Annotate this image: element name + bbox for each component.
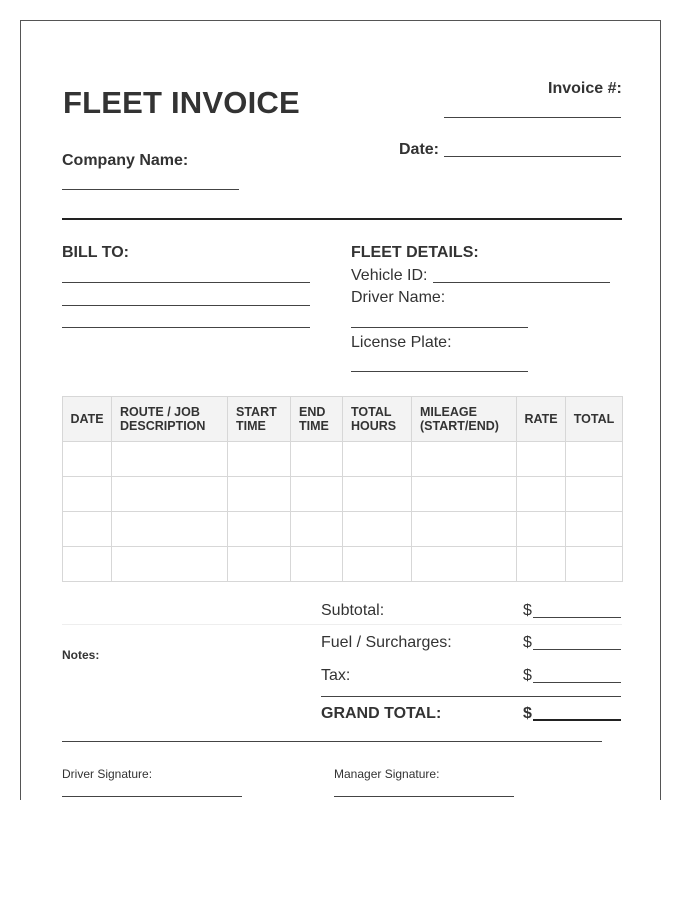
- col-header-start-time: START TIME: [228, 397, 291, 442]
- table-cell[interactable]: [63, 547, 112, 582]
- table-row: [63, 442, 623, 477]
- table-cell[interactable]: [517, 512, 566, 547]
- subtotal-field[interactable]: [533, 617, 621, 618]
- table-cell[interactable]: [517, 477, 566, 512]
- table-cell[interactable]: [517, 547, 566, 582]
- subtotal-currency: $: [523, 602, 532, 619]
- col-header-total-hours: TOTAL HOURS: [343, 397, 412, 442]
- table-cell[interactable]: [412, 512, 517, 547]
- fuel-surcharges-label: Fuel / Surcharges:: [321, 634, 452, 651]
- table-cell[interactable]: [63, 442, 112, 477]
- table-cell[interactable]: [63, 512, 112, 547]
- table-cell[interactable]: [112, 512, 228, 547]
- license-plate-label: License Plate:: [351, 334, 452, 351]
- bill-to-line-2[interactable]: [62, 305, 310, 306]
- table-cell[interactable]: [228, 512, 291, 547]
- date-field[interactable]: [444, 156, 621, 157]
- subtotal-label: Subtotal:: [321, 602, 385, 619]
- invoice-sheet: [20, 20, 661, 800]
- notes-label: Notes:: [62, 648, 100, 662]
- table-cell[interactable]: [517, 442, 566, 477]
- table-cell[interactable]: [228, 477, 291, 512]
- vehicle-id-field[interactable]: [433, 282, 610, 283]
- fuel-currency: $: [523, 634, 532, 651]
- bill-to-label: BILL TO:: [62, 244, 129, 261]
- tax-label: Tax:: [321, 667, 351, 684]
- fleet-details-label: FLEET DETAILS:: [351, 244, 479, 261]
- table-cell[interactable]: [112, 547, 228, 582]
- table-cell[interactable]: [343, 477, 412, 512]
- driver-signature-label: Driver Signature:: [62, 767, 153, 781]
- table-cell[interactable]: [343, 512, 412, 547]
- col-header-total: TOTAL: [566, 397, 623, 442]
- table-row: [63, 547, 623, 582]
- table-cell[interactable]: [291, 442, 343, 477]
- line-items-table: [62, 396, 623, 582]
- license-plate-field[interactable]: [351, 371, 528, 372]
- bill-to-line-1[interactable]: [62, 282, 310, 283]
- totals-separator: [62, 624, 622, 625]
- col-header-route: ROUTE / JOB DESCRIPTION: [112, 397, 228, 442]
- table-cell[interactable]: [566, 442, 623, 477]
- grand-total-field[interactable]: [533, 719, 621, 721]
- tax-field[interactable]: [533, 682, 621, 683]
- col-header-mileage: MILEAGE (START/END): [412, 397, 517, 442]
- table-cell[interactable]: [412, 477, 517, 512]
- grand-total-currency: $: [523, 705, 532, 722]
- invoice-title: FLEET INVOICE: [63, 85, 300, 120]
- table-cell[interactable]: [343, 547, 412, 582]
- table-cell[interactable]: [566, 547, 623, 582]
- invoice-number-field[interactable]: [444, 117, 621, 118]
- driver-name-field[interactable]: [351, 327, 528, 328]
- table-cell[interactable]: [291, 547, 343, 582]
- grand-total-divider: [321, 696, 621, 697]
- company-name-label: Company Name:: [62, 152, 189, 169]
- bill-to-line-3[interactable]: [62, 327, 310, 328]
- company-name-field[interactable]: [62, 189, 239, 190]
- grand-total-label: GRAND TOTAL:: [321, 705, 442, 722]
- table-cell[interactable]: [343, 442, 412, 477]
- table-cell[interactable]: [112, 442, 228, 477]
- table-row: [63, 512, 623, 547]
- col-header-date: DATE: [63, 397, 112, 442]
- table-cell[interactable]: [291, 477, 343, 512]
- fuel-surcharges-field[interactable]: [533, 649, 621, 650]
- footer-divider: [62, 741, 602, 742]
- driver-name-label: Driver Name:: [351, 289, 446, 306]
- tax-currency: $: [523, 667, 532, 684]
- table-cell[interactable]: [63, 477, 112, 512]
- table-cell[interactable]: [412, 547, 517, 582]
- driver-signature-field[interactable]: [62, 796, 242, 797]
- table-cell[interactable]: [566, 477, 623, 512]
- col-header-rate: RATE: [517, 397, 566, 442]
- table-cell[interactable]: [228, 547, 291, 582]
- manager-signature-field[interactable]: [334, 796, 514, 797]
- table-row: [63, 477, 623, 512]
- table-cell[interactable]: [566, 512, 623, 547]
- table-cell[interactable]: [291, 512, 343, 547]
- header-divider: [62, 218, 622, 220]
- vehicle-id-label: Vehicle ID:: [351, 267, 428, 284]
- table-cell[interactable]: [412, 442, 517, 477]
- col-header-end-time: END TIME: [291, 397, 343, 442]
- invoice-number-label: Invoice #:: [548, 80, 622, 97]
- table-cell[interactable]: [228, 442, 291, 477]
- table-header-row: [63, 397, 623, 442]
- date-label: Date:: [399, 141, 440, 158]
- manager-signature-label: Manager Signature:: [334, 767, 440, 781]
- table-cell[interactable]: [112, 477, 228, 512]
